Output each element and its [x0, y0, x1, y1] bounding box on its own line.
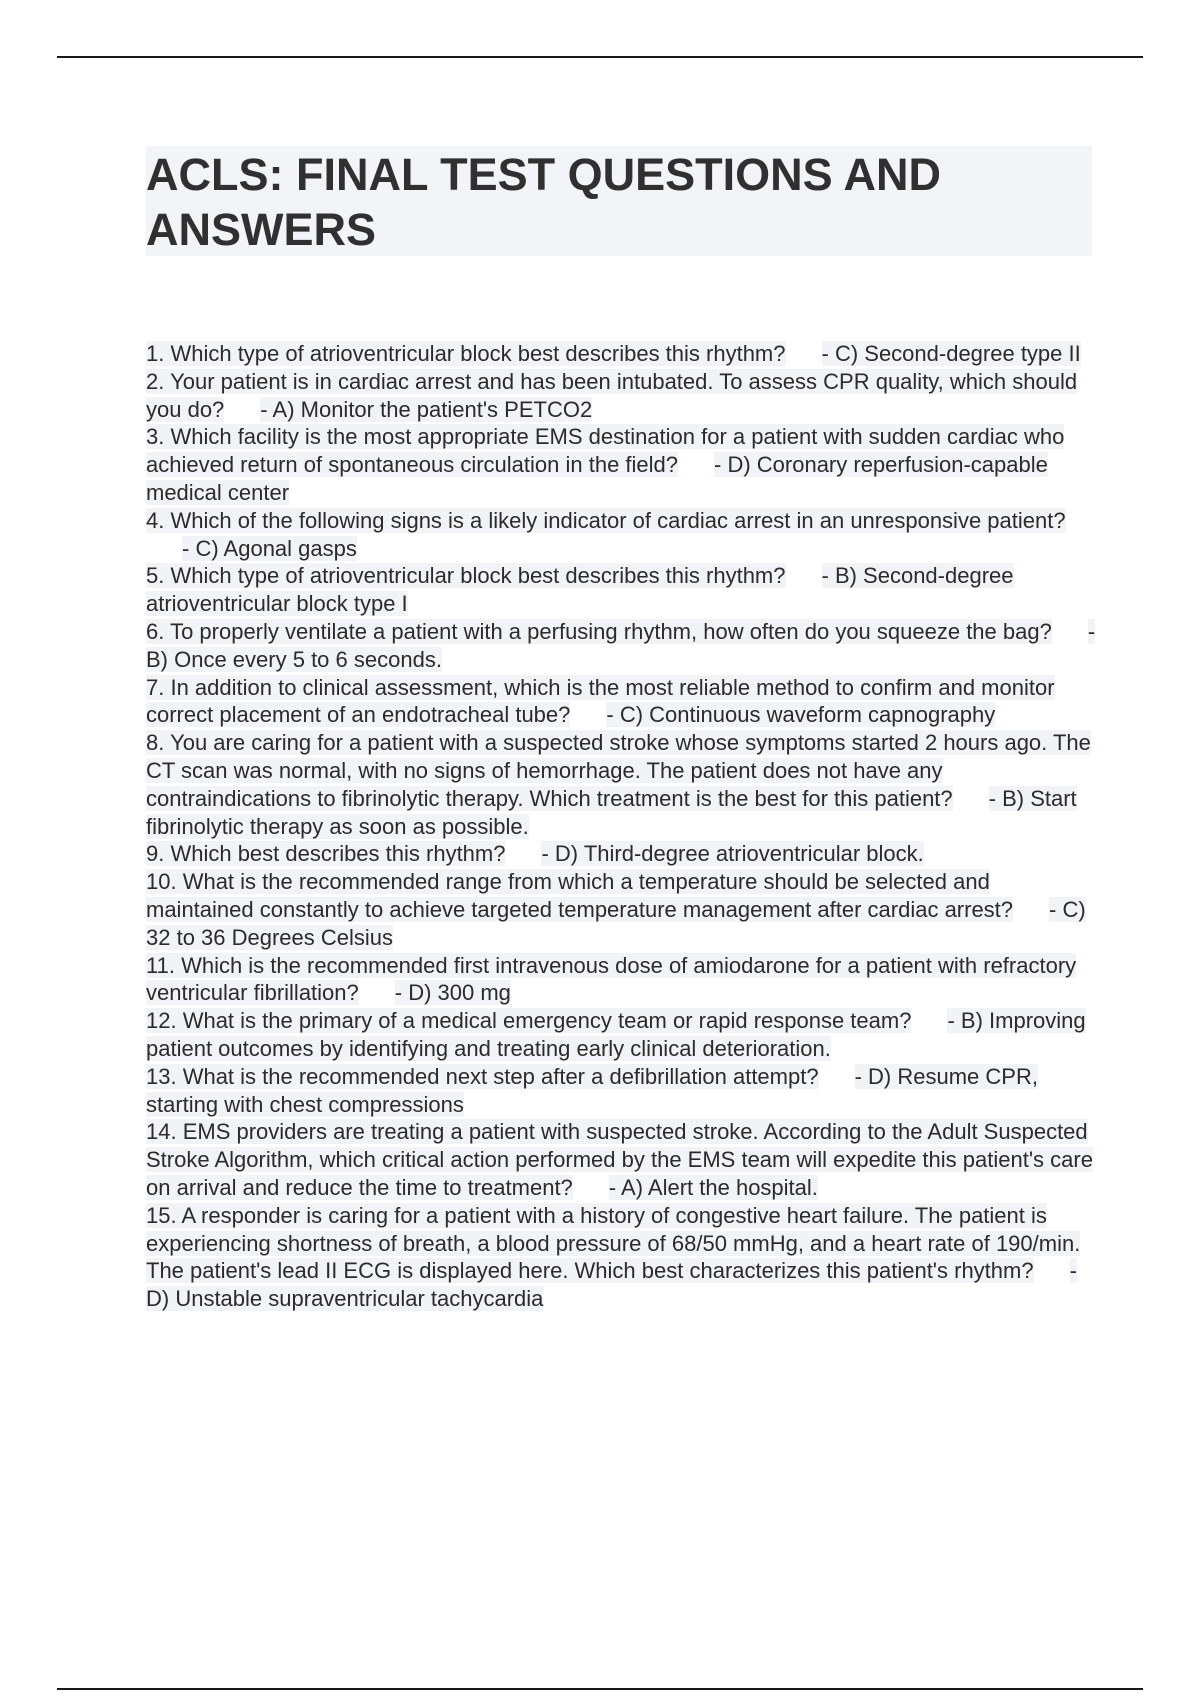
question-text: 13. What is the recommended next step after a defibrillation attempt?	[146, 1063, 819, 1089]
qa-item	[146, 507, 1096, 563]
qa-item	[146, 340, 1096, 368]
qa-item	[146, 840, 1096, 868]
question-text: 12. What is the primary of a medical emergency team or rapid response team?	[146, 1008, 912, 1034]
question-text: 2. Your patient is in cardiac arrest and has been intubated. To assess CPR quality, which should you do?	[146, 368, 1078, 422]
answer-text: - B) Second-degree atrioventricular block type I	[146, 563, 1014, 617]
question-text: 6. To properly ventilate a patient with a perfusing rhythm, how often do you squeeze the bag?	[146, 618, 1052, 644]
qa-item	[146, 674, 1096, 730]
answer-text: - C) Second-degree type II	[821, 341, 1081, 366]
page-title: ACLS: FINAL TEST QUESTIONS AND ANSWERS	[146, 149, 942, 255]
answer-text: - D) Unstable supraventricular tachycardia	[146, 1258, 1077, 1312]
answer-text: - C) Agonal gasps	[182, 535, 357, 561]
qa-item	[146, 1118, 1096, 1201]
answer-text: - D) Coronary reperfusion-capable medical center	[146, 452, 1048, 505]
qa-item	[146, 562, 1096, 618]
question-text: 14. EMS providers are treating a patient with suspected stroke. According to the Adult Suspected Stroke Algorithm, which critical action performed by the EMS team will expedite this patient's care on arrival and reduce the time to treatment?	[146, 1119, 1093, 1200]
qa-item	[146, 1007, 1096, 1063]
answer-text: - D) Resume CPR, starting with chest compressions	[146, 1063, 1038, 1117]
question-text: 5. Which type of atrioventricular block best describes this rhythm?	[146, 563, 786, 589]
question-text: 8. You are caring for a patient with a suspected stroke whose symptoms started 2 hours ago. The CT scan was normal, with no signs of hemorrhage. The patient does not have any contraindications to fibrinolytic therapy. Which treatment is the best for this patient?	[146, 730, 1091, 811]
answer-text: - B) Start fibrinolytic therapy as soon as possible.	[146, 785, 1077, 839]
qa-item	[146, 618, 1096, 674]
answer-text: - B) Improving patient outcomes by identifying and treating early clinical deterioration.	[146, 1008, 1086, 1061]
qa-list	[146, 340, 1096, 1313]
answer-text: - C) Continuous waveform capnography	[606, 702, 996, 728]
qa-item	[146, 423, 1096, 506]
answer-text: - D) Third-degree atrioventricular block.	[541, 841, 924, 867]
question-text: 9. Which best describes this rhythm?	[146, 841, 506, 867]
question-text: 15. A responder is caring for a patient with a history of congestive heart failure. The patient is experiencing shortness of breath, a blood pressure of 68/50 mmHg, and a heart rate of 190/min. The patient's lead II ECG is displayed here. Which best characterizes this patient's rhythm?	[146, 1202, 1081, 1284]
question-text: 11. Which is the recommended first intravenous dose of amiodarone for a patient with refractory ventricular fibrillation?	[146, 952, 1077, 1006]
answer-text: - B) Once every 5 to 6 seconds.	[146, 618, 1096, 672]
qa-item	[146, 1202, 1096, 1313]
question-text: 7. In addition to clinical assessment, which is the most reliable method to confirm and monitor correct placement of an endotracheal tube?	[146, 674, 1055, 728]
qa-item	[146, 952, 1096, 1008]
qa-item	[146, 368, 1096, 424]
bottom-rule	[57, 1688, 1143, 1690]
question-text: 3. Which facility is the most appropriate EMS destination for a patient with sudden cardiac who achieved return of spontaneous circulation in the field?	[146, 424, 1065, 478]
qa-item	[146, 868, 1096, 951]
question-text: 1. Which type of atrioventricular block best describes this rhythm?	[146, 341, 786, 366]
question-text: 10. What is the recommended range from which a temperature should be selected and maintained constantly to achieve targeted temperature management after cardiac arrest?	[146, 869, 1014, 922]
answer-text: - D) 300 mg	[394, 980, 511, 1006]
question-text: 4. Which of the following signs is a likely indicator of cardiac arrest in an unresponsive patient?	[146, 507, 1066, 533]
answer-text: - C) 32 to 36 Degrees Celsius	[146, 896, 1086, 950]
top-rule	[57, 56, 1143, 58]
answer-text: - A) Alert the hospital.	[608, 1174, 818, 1200]
qa-item	[146, 729, 1096, 840]
qa-item	[146, 1063, 1096, 1119]
answer-text: - A) Monitor the patient's PETCO2	[260, 396, 593, 422]
